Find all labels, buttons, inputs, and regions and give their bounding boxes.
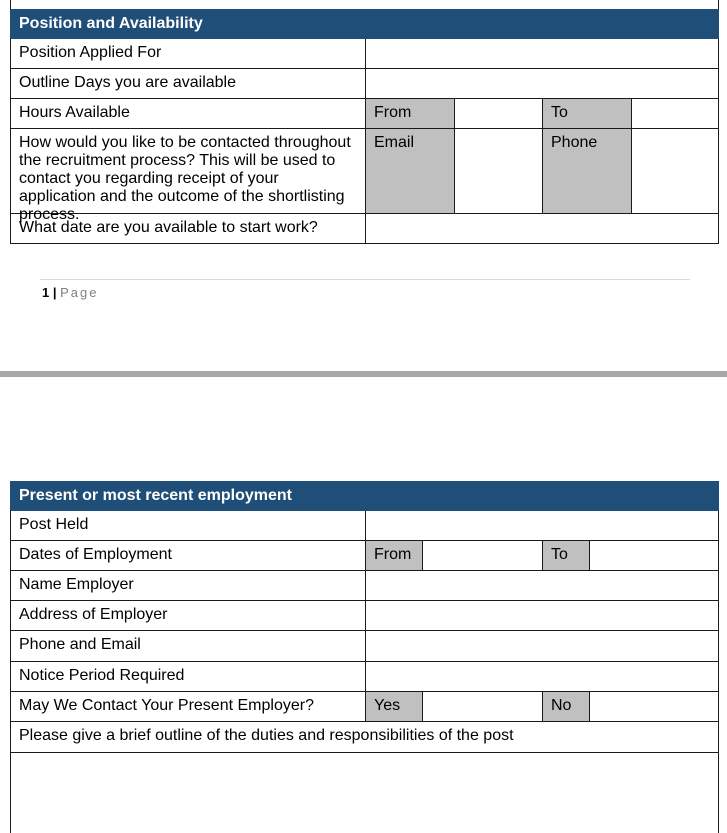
section-header-position-availability: Position and Availability xyxy=(10,9,719,39)
form-row-contact-employer xyxy=(10,692,719,722)
field-label: Post Held xyxy=(19,516,89,533)
form-row-employer xyxy=(10,571,719,601)
form-row-post xyxy=(10,511,719,541)
notice-period-input[interactable] xyxy=(365,662,718,691)
form-row-contact xyxy=(10,129,719,223)
hours-to-label: To xyxy=(542,99,632,128)
days-available-input[interactable] xyxy=(365,69,718,98)
form-row-days xyxy=(10,69,719,99)
page-break xyxy=(0,371,727,377)
contact-phone-label: Phone xyxy=(542,129,632,213)
field-label: Outline Days you are available xyxy=(19,74,237,91)
field-label: Phone and Email xyxy=(19,636,141,653)
duties-textarea[interactable] xyxy=(10,753,719,833)
form-row-hours xyxy=(10,99,719,129)
form-row-phone xyxy=(10,631,719,662)
field-label: Address of Employer xyxy=(19,606,168,623)
form-row-position xyxy=(10,39,719,69)
hours-from-label: From xyxy=(365,99,455,128)
dates-to-label: To xyxy=(542,541,590,570)
form-row-start-date xyxy=(10,214,719,244)
employer-address-input[interactable] xyxy=(365,601,718,630)
start-date-input[interactable] xyxy=(365,214,718,243)
table-edge-right xyxy=(718,0,719,9)
contact-email-checkbox[interactable] xyxy=(455,129,543,213)
field-label: Name Employer xyxy=(19,576,134,593)
hours-to-input[interactable] xyxy=(632,99,718,128)
position-applied-input[interactable] xyxy=(365,39,718,68)
dates-to-input[interactable] xyxy=(590,541,718,570)
page-number: 1 xyxy=(42,285,50,300)
field-label: Position Applied For xyxy=(19,44,162,61)
contact-email-label: Email xyxy=(365,129,455,213)
field-label: Dates of Employment xyxy=(19,546,172,563)
form-row-address xyxy=(10,601,719,631)
contact-phone-checkbox[interactable] xyxy=(632,129,718,213)
page-label: Page xyxy=(60,285,99,300)
contact-yes-checkbox[interactable] xyxy=(423,692,543,721)
post-held-input[interactable] xyxy=(365,511,718,540)
hours-from-input[interactable] xyxy=(455,99,543,128)
footer-divider xyxy=(40,279,690,280)
section-header-present-employment: Present or most recent employment xyxy=(10,481,719,511)
form-row-dates xyxy=(10,541,719,571)
table-edge-left xyxy=(10,0,11,9)
field-label: What date are you available to start work? xyxy=(19,219,318,236)
field-label: May We Contact Your Present Employer? xyxy=(19,697,314,714)
employer-name-input[interactable] xyxy=(365,571,718,600)
field-label: Please give a brief outline of the duties and responsibilities of the post xyxy=(19,727,514,744)
phone-email-input[interactable] xyxy=(365,631,718,661)
form-row-duties-label xyxy=(10,722,719,753)
dates-from-label: From xyxy=(365,541,423,570)
field-label: Notice Period Required xyxy=(19,667,185,684)
contact-no-label: No xyxy=(542,692,590,721)
page-footer xyxy=(42,285,98,300)
footer-separator: | xyxy=(49,285,61,300)
contact-yes-label: Yes xyxy=(365,692,423,721)
contact-no-checkbox[interactable] xyxy=(590,692,718,721)
field-label: How would you like to be contacted throughout the recruitment process? This will be used to contact you regarding receipt of your application and the outcome of the shortlisting process. xyxy=(19,134,351,223)
form-row-notice xyxy=(10,662,719,692)
field-label: Hours Available xyxy=(19,104,130,121)
dates-from-input[interactable] xyxy=(423,541,543,570)
